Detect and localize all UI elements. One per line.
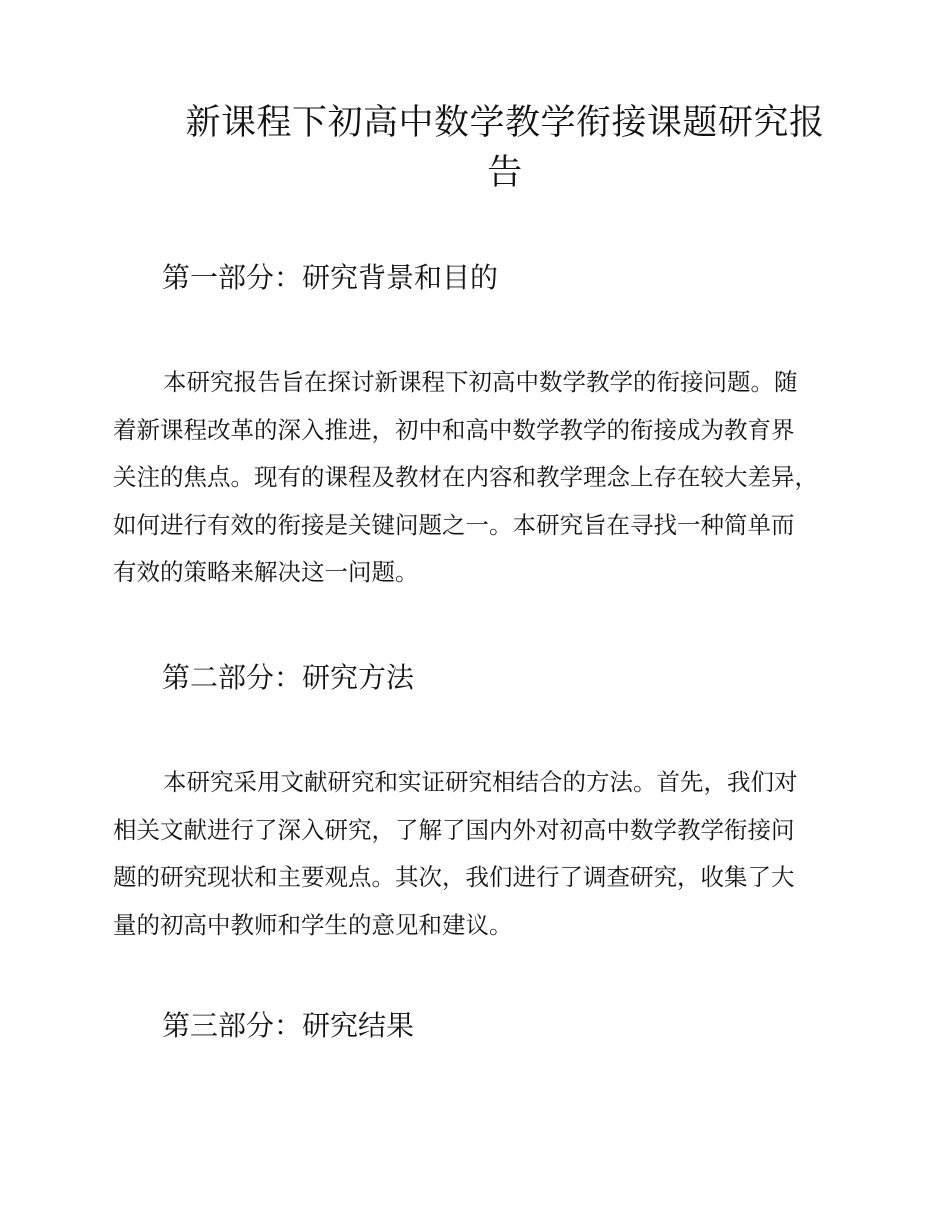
section-paragraph-method [113, 764, 873, 954]
paragraph-line: 有效的策略来解决这一问题。 [113, 558, 419, 586]
title-line: 告 [487, 153, 523, 193]
paragraph-line: 本研究报告旨在探讨新课程下初高中数学教学的衔接问题。随 [163, 368, 798, 396]
paragraph-line: 相关文献进行了深入研究，了解了国内外对初高中数学教学衔接问 [113, 815, 795, 844]
paragraph-line: 题的研究现状和主要观点。其次，我们进行了调查研究，收集了大 [113, 863, 795, 891]
paragraph-line: 如何进行有效的衔接是关键问题之一。本研究旨在寻找一种简单而 [113, 510, 795, 539]
paragraph-line: 本研究采用文献研究和实证研究相结合的方法。首先，我们对 [163, 768, 798, 796]
title-line: 新课程下初高中数学教学衔接课题研究报 [185, 103, 825, 143]
document-title [160, 98, 850, 198]
paragraph-line: 量的初高中教师和学生的意见和建议。 [113, 910, 513, 939]
paragraph-line: 关注的焦点。现有的课程及教材在内容和教学理念上存在较大差异， [113, 463, 818, 491]
section-heading-results: 第三部分：研究结果 [162, 1009, 415, 1042]
section-heading-method: 第二部分：研究方法 [162, 661, 415, 694]
section-heading-background: 第一部分：研究背景和目的 [162, 261, 499, 294]
paragraph-line: 着新课程改革的深入推进，初中和高中数学教学的衔接成为教育界 [113, 415, 795, 444]
section-paragraph-background [113, 364, 873, 602]
